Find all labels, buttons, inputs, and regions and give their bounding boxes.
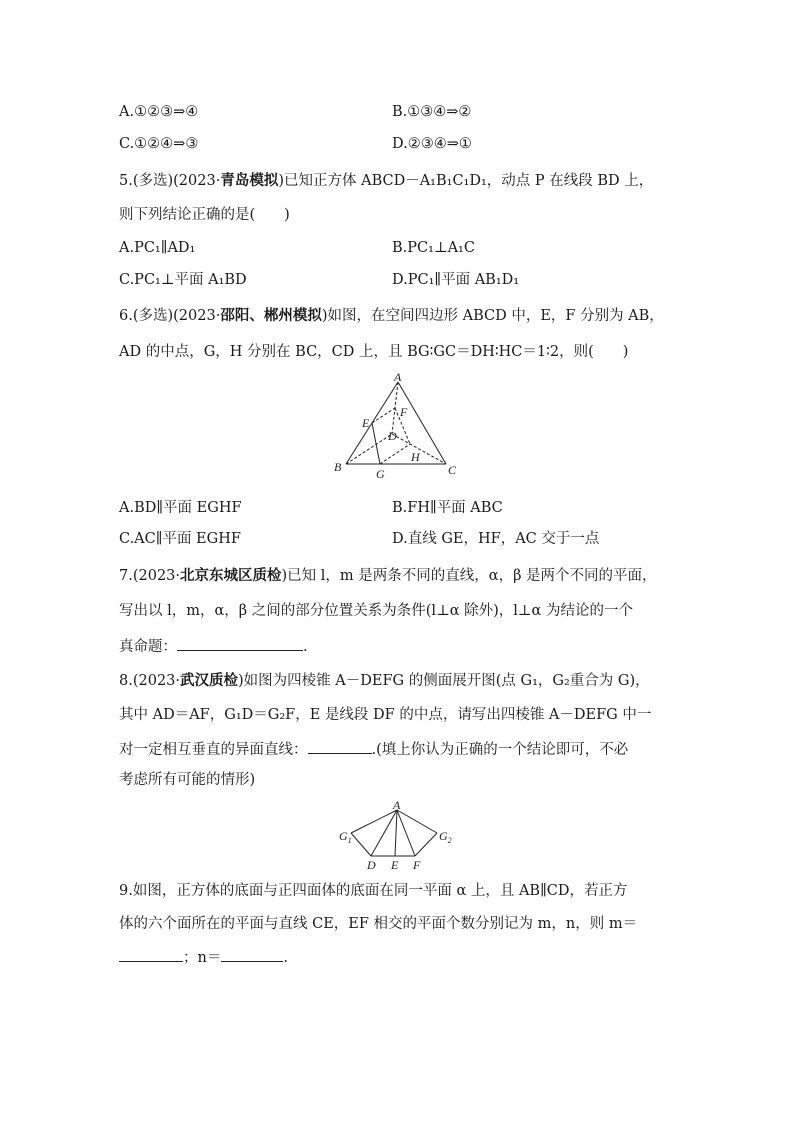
q6-option-b[interactable]: B.FH∥平面 ABC bbox=[392, 500, 503, 516]
label-d: D bbox=[367, 858, 376, 872]
label-g2: $G_2$ bbox=[439, 829, 452, 845]
q6-source: 邵阳、郴州模拟 bbox=[220, 307, 322, 324]
q8-answer-label: 对一定相互垂直的异面直线： bbox=[119, 742, 308, 758]
label-f: F bbox=[400, 405, 408, 419]
q8-stem-rest: )如图为四棱锥 A－DEFG 的侧面展开图(点 G₁，G₂重合为 G)， bbox=[238, 673, 650, 689]
label-g: G bbox=[376, 467, 385, 481]
q8-stem-line-1 bbox=[119, 671, 650, 691]
q6-stem-line-1 bbox=[119, 306, 664, 326]
q6-option-c[interactable]: C.AC∥平面 EGHF bbox=[119, 531, 241, 547]
q6-stem-line-2: AD 的中点，G，H 分别在 BC，CD 上，且 BG∶GC＝DH∶HC＝1∶2，则( ) bbox=[119, 344, 629, 360]
q7-prefix: 7.(2023· bbox=[119, 568, 181, 584]
q4-option-c[interactable]: C.①②④⇒③ bbox=[119, 136, 199, 152]
q7-source: 北京东城区质检 bbox=[180, 567, 282, 584]
label-c: C bbox=[448, 463, 457, 477]
label-a: A bbox=[394, 372, 402, 384]
q5-stem-line-1 bbox=[119, 171, 653, 191]
q6-prefix: 6.(多选)(2023· bbox=[119, 308, 221, 324]
edge-g1d bbox=[351, 833, 371, 856]
q9-period: . bbox=[283, 950, 288, 966]
q4-option-a[interactable]: A.①②③⇒④ bbox=[119, 104, 199, 120]
q8-instruction: .(填上你认为正确的一个结论即可，不必 bbox=[371, 742, 629, 758]
label-d: D bbox=[388, 429, 397, 443]
q5-stem-rest: )已知正方体 ABCD－A₁B₁C₁D₁，动点 P 在线段 BD 上， bbox=[278, 173, 654, 189]
edge-ag2 bbox=[397, 810, 437, 833]
q6-stem-rest: )如图，在空间四边形 ABCD 中，E，F 分别为 AB， bbox=[321, 308, 664, 324]
q7-period: . bbox=[303, 639, 308, 655]
edge-bd bbox=[346, 434, 392, 464]
q8-stem-line-4: 考虑所有可能的情形) bbox=[119, 772, 256, 788]
q8-development-figure bbox=[335, 800, 465, 872]
q4-option-d[interactable]: D.②③④⇒① bbox=[392, 136, 472, 152]
label-b: B bbox=[334, 460, 342, 474]
q6-option-a[interactable]: A.BD∥平面 EGHF bbox=[119, 500, 242, 516]
q4-option-b[interactable]: B.①③④⇒② bbox=[392, 104, 472, 120]
edge-ac bbox=[398, 382, 446, 464]
segment-gh bbox=[380, 444, 410, 464]
label-g1: $G_1$ bbox=[339, 829, 352, 845]
q8-answer-blank[interactable] bbox=[308, 738, 372, 754]
q5-option-c[interactable]: C.PC₁⊥平面 A₁BD bbox=[119, 272, 247, 288]
q6-option-d[interactable]: D.直线 GE，HF，AC 交于一点 bbox=[392, 531, 600, 547]
label-a: A bbox=[393, 800, 401, 812]
q9-stem-line-2: 体的六个面所在的平面与直线 CE，EF 相交的平面个数分别记为 m，n，则 m＝ bbox=[119, 916, 638, 932]
q7-answer-blank[interactable] bbox=[177, 635, 303, 651]
q7-stem-line-1 bbox=[119, 566, 657, 586]
label-f: F bbox=[413, 858, 421, 872]
q8-stem-line-2: 其中 AD＝AF，G₁D＝G₂F，E 是线段 DF 的中点，请写出四棱锥 A－DEFG 中一 bbox=[119, 707, 652, 723]
edge-af bbox=[397, 810, 415, 856]
q5-stem-line-2: 则下列结论正确的是( ) bbox=[119, 207, 290, 223]
q5-option-d[interactable]: D.PC₁∥平面 AB₁D₁ bbox=[392, 272, 520, 288]
q7-stem-rest: )已知 l，m 是两条不同的直线，α，β 是两个不同的平面， bbox=[281, 568, 657, 584]
q6-tetrahedron-figure bbox=[330, 372, 470, 482]
label-h: H bbox=[411, 450, 420, 464]
q8-stem-line-3 bbox=[119, 738, 628, 760]
q7-stem-line-3 bbox=[119, 635, 308, 657]
q9-stem-line-1: 9.如图，正方体的底面与正四面体的底面在同一平面 α 上，且 AB∥CD，若正方 bbox=[119, 883, 628, 899]
segment-ef bbox=[372, 408, 395, 423]
q5-prefix: 5.(多选)(2023· bbox=[119, 173, 221, 189]
q8-source: 武汉质检 bbox=[180, 672, 239, 689]
segment-eg bbox=[372, 423, 380, 464]
q5-source: 青岛模拟 bbox=[220, 172, 279, 189]
label-e: E bbox=[391, 858, 399, 872]
q8-prefix: 8.(2023· bbox=[119, 673, 181, 689]
q9-n-label: ；n＝ bbox=[183, 950, 222, 966]
edge-ae bbox=[395, 810, 397, 856]
label-e: E bbox=[362, 416, 370, 430]
q5-option-a[interactable]: A.PC₁∥AD₁ bbox=[119, 240, 196, 256]
q7-stem-line-2: 写出以 l，m，α，β 之间的部分位置关系为条件(l⊥α 除外)，l⊥α 为结论的一个 bbox=[119, 603, 633, 619]
q5-option-b[interactable]: B.PC₁⊥A₁C bbox=[392, 240, 475, 256]
q7-answer-label: 真命题： bbox=[119, 639, 177, 655]
edge-fg2 bbox=[415, 833, 437, 856]
q9-stem-line-3 bbox=[119, 946, 288, 968]
q9-n-blank[interactable] bbox=[221, 946, 283, 962]
q9-m-blank[interactable] bbox=[119, 946, 183, 962]
